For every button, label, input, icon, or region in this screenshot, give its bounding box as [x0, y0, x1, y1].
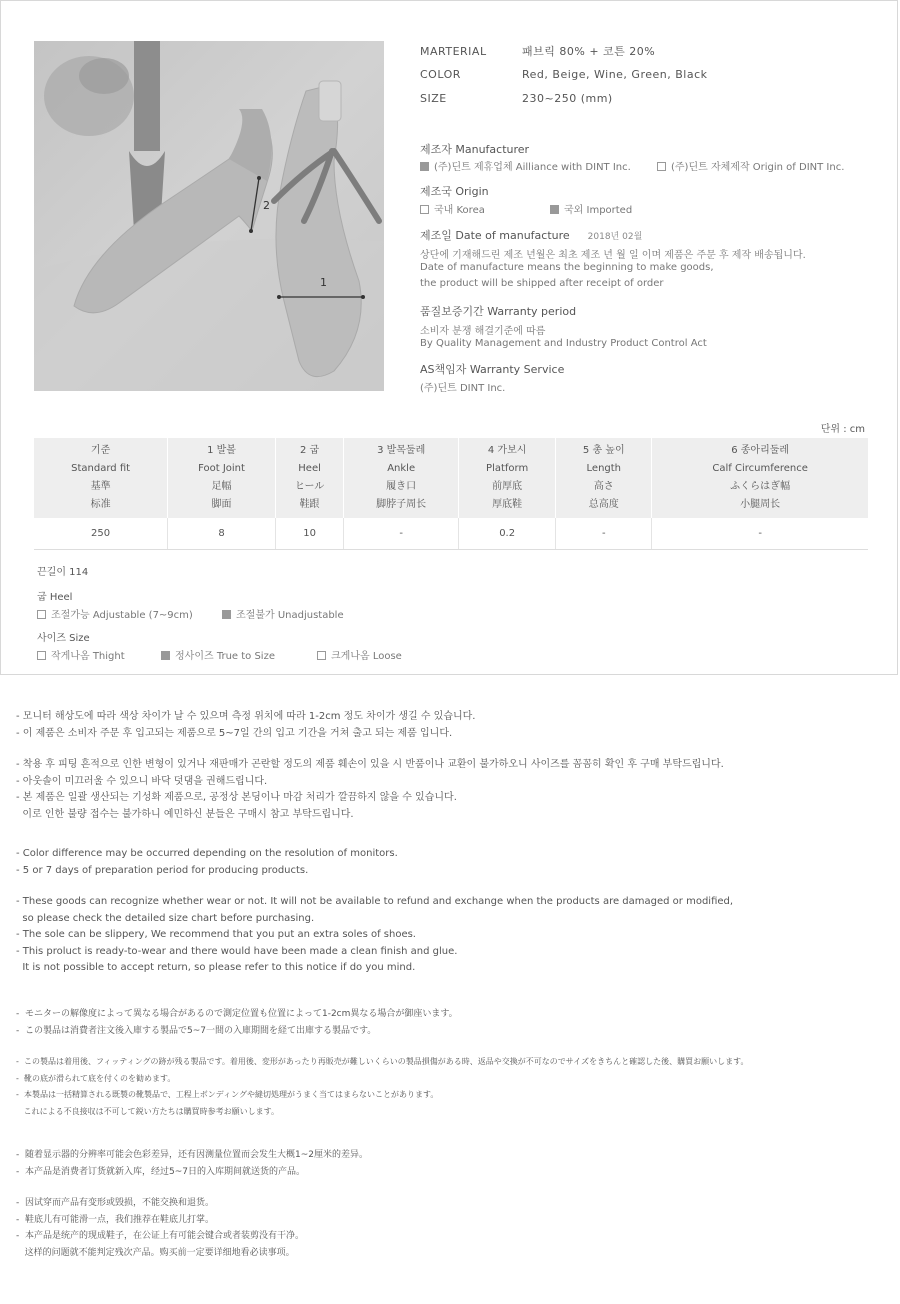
table-row: [34, 518, 868, 550]
cell-ankle: -: [344, 518, 459, 550]
checkbox-checked-icon: [420, 162, 429, 171]
size-table-header-row: [34, 438, 868, 518]
strap-length: 끈길이 114: [37, 567, 89, 578]
manufacturer-option-alliance: (주)딘트 제휴업체 Ailliance with DINT Inc.: [420, 158, 631, 173]
cell-length: -: [556, 518, 652, 550]
checkbox-empty-icon: [37, 610, 46, 619]
checkbox-empty-icon: [657, 162, 666, 171]
fit-option-loose: 크게나옴 Loose: [317, 647, 402, 662]
fit-option-tight: 작게나옴 Thight: [37, 647, 125, 662]
spec-material: MARTERIAL 패브릭 80% + 코튼 20%: [420, 45, 656, 58]
date-value: 2018년 02월: [587, 232, 643, 242]
unit-label: 단위 : cm: [820, 424, 865, 435]
as-line: (주)딘트 DINT Inc.: [420, 383, 506, 394]
checkbox-checked-icon: [550, 205, 559, 214]
col-length: 5 총 높이 Length 高さ 总高度: [556, 438, 652, 518]
notes-ko-2: - 착용 후 피팅 흔적으로 인한 변형이 있거나 재판매가 곤란할 정도의 제품 훼손이 있을 시 반품이나 교환이 불가하오니 사이즈를 꼼꼼히 확인 후 구매 부탁드립니다. - 아웃솔이 미끄러울 수 있으니 바닥 덧댐을 권해드립니다. - 본 제품은 일괄 생산되는 기성화 제품으로, 공정상 본딩이나 마감 처리가 깔끔하지 않을 수 있습니다. 이로 인한 불량 접수는 불가하니 예민하신 분들은 구매시 참고 부탁드립니다.: [16, 759, 724, 820]
date-note-en-2: the product will be shipped after receipt of order: [420, 278, 664, 289]
size-table: [34, 438, 868, 550]
col-calf: 6 종아리둘레 Calf Circumference ふくらはぎ幅 小腿周长: [652, 438, 868, 518]
spec-color: COLOR Red, Beige, Wine, Green, Black: [420, 68, 708, 81]
checkbox-checked-icon: [222, 610, 231, 619]
origin-option-korea: 국내 Korea: [420, 201, 485, 216]
warranty-line-ko: 소비자 분쟁 해결기준에 따름: [420, 326, 546, 337]
manufacturer-option-origin: (주)딘트 자체제작 Origin of DINT Inc.: [657, 158, 844, 173]
notes-en-1: - Color difference may be occurred depending on the resolution of monitors. - 5 or 7 days of preparation period for producing products.: [16, 848, 398, 876]
notes-ko-1: - 모니터 해상도에 따라 색상 차이가 날 수 있으며 측정 위치에 따라 1-2cm 정도 차이가 생길 수 있습니다. - 이 제품은 소비자 주문 후 입고되는 제품으로 5~7일 간의 입고 기간을 거쳐 출고 되는 제품 입니다.: [16, 711, 476, 739]
col-ankle: 3 발목둘레 Ankle 履き口 脚脖子周长: [344, 438, 459, 518]
spec-size: SIZE 230~250 (mm): [420, 92, 613, 105]
cell-foot-joint: 8: [168, 518, 276, 550]
date-note-ko: 상단에 기재해드린 제조 년월은 최초 제조 년 월 일 이며 제품은 주문 후 제작 배송됩니다.: [420, 250, 806, 261]
col-heel: 2 굽 Heel ヒール 鞋跟: [275, 438, 343, 518]
fit-title: 사이즈 Size: [37, 633, 90, 644]
origin-title: 제조국 Origin: [420, 185, 489, 198]
notes-zh-2: - 因试穿而产品有变形或毁损，不能交换和退货。 - 鞋底儿有可能滑一点，我们推荐在鞋底儿打掌。 - 本产品是统产的现成鞋子，在公证上有可能会键合或者装剪没有干净。 这样的问题就不能判定残次产品。购买前一定要详细地看必读事项。: [16, 1198, 304, 1258]
photo-marker-2: 2: [263, 199, 270, 212]
warranty-title: 품질보증기간 Warranty period: [420, 305, 577, 318]
checkbox-empty-icon: [37, 651, 46, 660]
notes-ja-1: - モニターの解像度によって異なる場合があるので測定位置も位置によって1-2cm異なる場合が御座います。 - この製品は消費者注文後入庫する製品で5~7一間の入庫期間を経て出庫する製品です。: [16, 1009, 458, 1036]
date-title: 제조일 Date of manufacture 2018년 02월: [420, 229, 643, 242]
photo-marker-1: 1: [320, 276, 327, 289]
notes-zh-1: - 随着显示器的分辨率可能会色彩差异，还有因测量位置而会发生大概1~2厘米的差异。 - 本产品是消费者订货就新入库，经过5~7日的入库期间就送货的产品。: [16, 1150, 368, 1177]
col-standard: 기준 Standard fit 基準 标准: [34, 438, 168, 518]
cell-platform: 0.2: [459, 518, 556, 550]
checkbox-empty-icon: [420, 205, 429, 214]
cell-standard: 250: [34, 518, 168, 550]
date-note-en-1: Date of manufacture means the beginning to make goods,: [420, 262, 714, 273]
notes-en-2: - These goods can recognize whether wear or not. It will not be available to refund and exchange when the products are damaged or modified, so please check the detailed size chart before purchasing. - The sole can be slippery, We recommend that you put an extra soles of shoes. - This proluct is ready-to-wear and there would have been made a clean finish and glue. It is not possible to accept return, so please refer to this notice if do you mind.: [16, 896, 734, 973]
fit-option-true: 정사이즈 True to Size: [161, 647, 275, 662]
heel-option-unadjustable: 조절불가 Unadjustable: [222, 606, 344, 621]
heel-title: 굽 Heel: [37, 592, 73, 603]
cell-calf: -: [652, 518, 868, 550]
origin-option-imported: 국외 Imported: [550, 201, 632, 216]
manufacturer-title: 제조자 Manufacturer: [420, 143, 530, 156]
notes-ja-2: - この製品は着用後、フィッティングの跡が残る製品です。着用後、変形があったり再販売が難しいくらいの製品損傷がある時、返品や交換が不可なのでサイズをきちんと確認した後、購買お願いします。 - 靴の底が滑られて底を付くのを勧めます。 - 本製品は一括精算される既製の靴製品で、工程上ボンディングや縫切処理がうまく当てはまらないことがあります。 これによる不良接収は不可して鋭い方たちは購買時参考お願いします。: [16, 1057, 749, 1116]
checkbox-empty-icon: [317, 651, 326, 660]
product-photo: [34, 41, 384, 391]
warranty-line-en: By Quality Management and Industry Product Control Act: [420, 338, 707, 349]
cell-heel: 10: [275, 518, 343, 550]
heel-option-adjustable: 조절가능 Adjustable (7~9cm): [37, 606, 193, 621]
col-platform: 4 가보시 Platform 前厚底 厚底鞋: [459, 438, 556, 518]
col-foot-joint: 1 발볼 Foot Joint 足幅 脚面: [168, 438, 276, 518]
as-title: AS책임자 Warranty Service: [420, 363, 565, 376]
checkbox-checked-icon: [161, 651, 170, 660]
